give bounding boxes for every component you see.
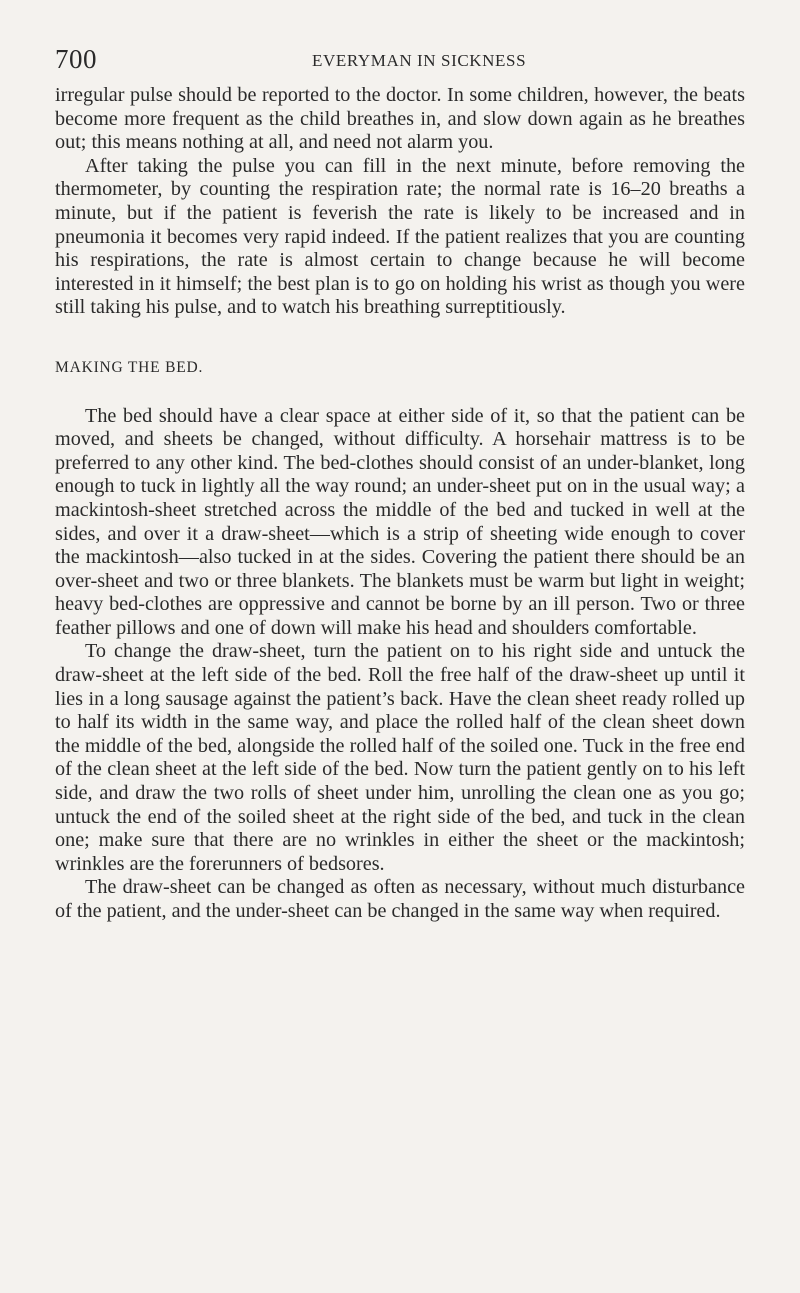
page-header [55, 44, 745, 76]
paragraph: The bed should have a clear space at either side of it, so that the patient can be moved, and sheets be changed, without difficulty. A horsehair mattress is to be preferred to any other kind. The bed-clothes should consist of an under-blanket, long enough to tuck in lightly all the way round; an under-sheet put on in the usual way; a mackintosh-sheet stretched across the middle of the bed and tucked in well at the sides, and over it a draw-sheet—which is a strip of sheeting wide enough to cover the mackintosh—also tucked in at the sides. Covering the patient there should be an over-sheet and two or three blankets. The blankets must be warm but light in weight; heavy bed-clothes are oppressive and cannot be borne by an ill person. Two or three feather pillows and one of down will make his head and shoulders comfortable. [55, 404, 745, 639]
section-heading: MAKING THE BED. [55, 358, 204, 376]
paragraph: irregular pulse should be reported to the doctor. In some children, however, the beats become more frequent as the child breathes in, and slow down again as he breathes out; this means nothing at all, and need not alarm you. [55, 84, 745, 154]
page-number: 700 [55, 44, 97, 74]
paragraph: To change the draw-sheet, turn the patient on to his right side and untuck the draw-sheet at the left side of the bed. Roll the free half of the draw-sheet up until it lies in a long sausage against the patient’s back. Have the clean sheet ready rolled up to half its width in the same way, and place the rolled half of the clean sheet down the middle of the bed, alongside the rolled half of the soiled one. Tuck in the free end of the clean sheet at the left side of the bed. Now turn the patient gently on to his left side, and draw the two rolls of sheet under him, unrolling the clean one as you go; untuck the end of the soiled sheet at the right side of the bed, and tuck in the clean one; make sure that there are no wrinkles in either the sheet or the mackintosh; wrinkles are the forerunners of bedsores. [55, 640, 745, 875]
running-head: EVERYMAN IN SICKNESS [312, 51, 527, 70]
paragraph: The draw-sheet can be changed as often as necessary, without much disturbance of the patient, and the under-sheet can be changed in the same way when required. [55, 876, 745, 922]
body-text [55, 84, 745, 924]
paragraph: After taking the pulse you can fill in the next minute, before removing the thermometer, by counting the respiration rate; the normal rate is 16–20 breaths a minute, but if the patient is feverish the rate is likely to be increased and in pneumonia it becomes very rapid indeed. If the patient realizes that you are counting his respirations, the rate is almost certain to change because he will become interested in it himself; the best plan is to go on holding his wrist as though you were still taking his pulse, and to watch his breathing surreptitiously. [55, 154, 745, 319]
